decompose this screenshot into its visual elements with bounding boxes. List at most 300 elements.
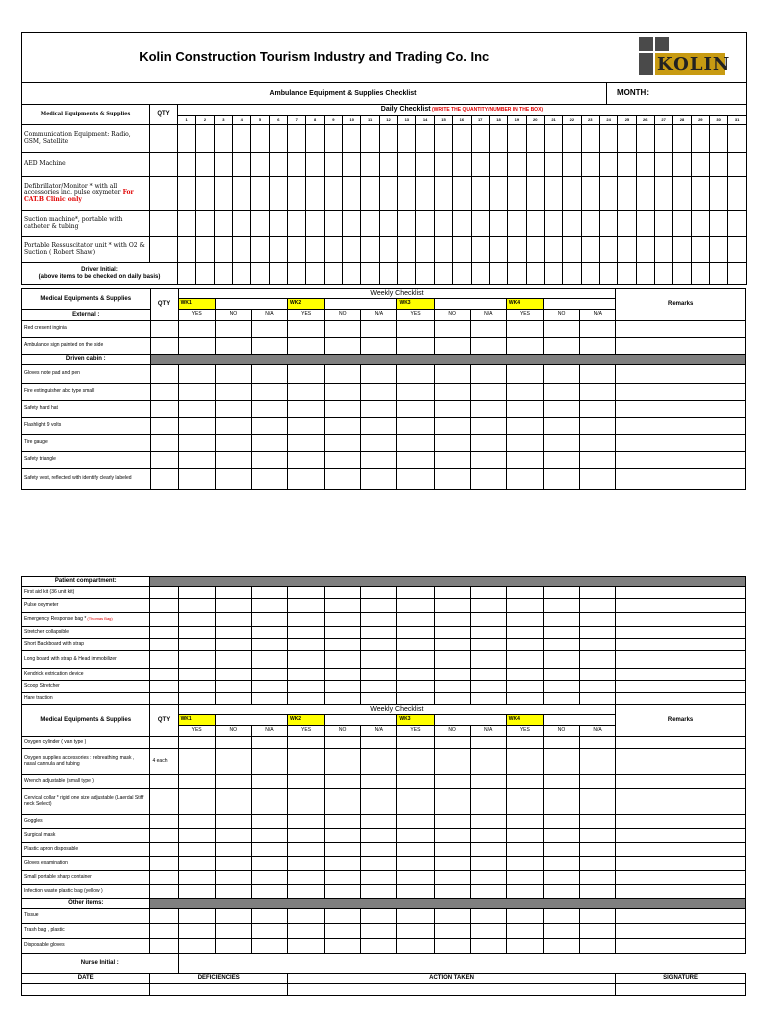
week-check-cell[interactable] bbox=[251, 924, 287, 939]
nurse-initial-cell[interactable] bbox=[397, 954, 434, 974]
week-check-cell[interactable] bbox=[251, 749, 287, 775]
daily-check-cell[interactable] bbox=[563, 211, 581, 237]
week-check-cell[interactable] bbox=[215, 452, 251, 469]
week-check-cell[interactable] bbox=[543, 737, 579, 749]
week-check-cell[interactable] bbox=[397, 669, 434, 681]
daily-check-cell[interactable] bbox=[288, 125, 306, 153]
week-check-cell[interactable] bbox=[434, 857, 470, 871]
item-qty-cell[interactable] bbox=[150, 384, 178, 401]
daily-check-cell[interactable] bbox=[251, 153, 269, 177]
week-check-cell[interactable] bbox=[397, 613, 434, 627]
daily-check-cell[interactable] bbox=[654, 153, 672, 177]
week-check-cell[interactable] bbox=[580, 587, 616, 599]
daily-check-cell[interactable] bbox=[654, 177, 672, 211]
week-check-cell[interactable] bbox=[470, 613, 506, 627]
week-check-cell[interactable] bbox=[288, 401, 325, 418]
week-check-cell[interactable] bbox=[288, 435, 325, 452]
week-check-cell[interactable] bbox=[544, 321, 580, 338]
item-qty-cell[interactable] bbox=[150, 365, 178, 384]
remarks-cell[interactable] bbox=[616, 939, 746, 954]
week-check-cell[interactable] bbox=[506, 789, 543, 815]
daily-check-cell[interactable] bbox=[251, 211, 269, 237]
week-check-cell[interactable] bbox=[434, 418, 470, 435]
driver-initial-cell[interactable] bbox=[508, 263, 526, 285]
week-check-cell[interactable] bbox=[544, 401, 580, 418]
week-check-cell[interactable] bbox=[470, 857, 506, 871]
item-qty-cell[interactable] bbox=[150, 469, 178, 490]
week-check-cell[interactable] bbox=[506, 857, 543, 871]
item-qty-cell[interactable] bbox=[150, 599, 178, 613]
daily-check-cell[interactable] bbox=[379, 211, 397, 237]
week-check-cell[interactable] bbox=[506, 365, 543, 384]
week-check-cell[interactable] bbox=[506, 627, 543, 639]
daily-check-cell[interactable] bbox=[544, 211, 562, 237]
daily-check-cell[interactable] bbox=[581, 177, 599, 211]
item-qty-cell[interactable] bbox=[150, 651, 178, 669]
week-check-cell[interactable] bbox=[580, 749, 616, 775]
daily-check-cell[interactable] bbox=[306, 177, 324, 211]
remarks-cell[interactable] bbox=[616, 857, 746, 871]
driver-initial-cell[interactable] bbox=[288, 263, 306, 285]
week-check-cell[interactable] bbox=[580, 639, 616, 651]
week-check-cell[interactable] bbox=[251, 613, 287, 627]
week-check-cell[interactable] bbox=[470, 338, 506, 355]
week-check-cell[interactable] bbox=[506, 599, 543, 613]
daily-check-cell[interactable] bbox=[398, 237, 416, 263]
daily-check-cell[interactable] bbox=[673, 211, 691, 237]
driver-initial-cell[interactable] bbox=[269, 263, 287, 285]
daily-check-cell[interactable] bbox=[324, 177, 342, 211]
week-check-cell[interactable] bbox=[544, 469, 580, 490]
week-check-cell[interactable] bbox=[361, 939, 397, 954]
week-check-cell[interactable] bbox=[361, 843, 397, 857]
week-check-cell[interactable] bbox=[506, 452, 543, 469]
daily-check-cell[interactable] bbox=[324, 125, 342, 153]
week-check-cell[interactable] bbox=[215, 737, 251, 749]
week-check-cell[interactable] bbox=[543, 749, 579, 775]
daily-check-cell[interactable] bbox=[233, 177, 251, 211]
week-check-cell[interactable] bbox=[397, 924, 434, 939]
week-check-cell[interactable] bbox=[251, 469, 287, 490]
week-check-cell[interactable] bbox=[361, 627, 397, 639]
week-check-cell[interactable] bbox=[506, 587, 543, 599]
remarks-cell[interactable] bbox=[616, 651, 746, 669]
week-check-cell[interactable] bbox=[325, 651, 361, 669]
week-check-cell[interactable] bbox=[215, 613, 251, 627]
week-check-cell[interactable] bbox=[325, 857, 361, 871]
remarks-cell[interactable] bbox=[616, 885, 746, 899]
week-check-cell[interactable] bbox=[287, 885, 324, 899]
week-check-cell[interactable] bbox=[251, 909, 287, 924]
week-check-cell[interactable] bbox=[470, 939, 506, 954]
daily-check-cell[interactable] bbox=[508, 237, 526, 263]
week-check-cell[interactable] bbox=[361, 401, 397, 418]
week-check-cell[interactable] bbox=[397, 321, 434, 338]
daily-check-cell[interactable] bbox=[398, 211, 416, 237]
remarks-cell[interactable] bbox=[616, 789, 746, 815]
remarks-cell[interactable] bbox=[616, 401, 746, 418]
daily-check-cell[interactable] bbox=[398, 125, 416, 153]
daily-check-cell[interactable] bbox=[636, 211, 654, 237]
week-check-cell[interactable] bbox=[288, 321, 325, 338]
daily-check-cell[interactable] bbox=[214, 125, 232, 153]
remarks-cell[interactable] bbox=[616, 599, 746, 613]
daily-check-cell[interactable] bbox=[673, 153, 691, 177]
week-check-cell[interactable] bbox=[397, 365, 434, 384]
item-qty-cell[interactable] bbox=[150, 693, 178, 705]
week-check-cell[interactable] bbox=[580, 693, 616, 705]
daily-check-cell[interactable] bbox=[361, 125, 379, 153]
daily-check-cell[interactable] bbox=[233, 125, 251, 153]
week-check-cell[interactable] bbox=[397, 775, 434, 789]
week-check-cell[interactable] bbox=[506, 829, 543, 843]
daily-check-cell[interactable] bbox=[618, 211, 636, 237]
week-check-cell[interactable] bbox=[325, 452, 361, 469]
driver-initial-cell[interactable] bbox=[673, 263, 691, 285]
nurse-initial-cell[interactable] bbox=[325, 954, 361, 974]
daily-check-cell[interactable] bbox=[379, 125, 397, 153]
week-check-cell[interactable] bbox=[251, 639, 287, 651]
nurse-initial-cell[interactable] bbox=[178, 954, 215, 974]
week-check-cell[interactable] bbox=[434, 939, 470, 954]
week-check-cell[interactable] bbox=[325, 435, 361, 452]
week-check-cell[interactable] bbox=[580, 651, 616, 669]
driver-initial-cell[interactable] bbox=[709, 263, 727, 285]
week-check-cell[interactable] bbox=[178, 401, 215, 418]
week-check-cell[interactable] bbox=[325, 871, 361, 885]
daily-check-cell[interactable] bbox=[691, 237, 709, 263]
week-check-cell[interactable] bbox=[361, 384, 397, 401]
driver-initial-cell[interactable] bbox=[654, 263, 672, 285]
daily-check-cell[interactable] bbox=[508, 211, 526, 237]
daily-check-cell[interactable] bbox=[581, 211, 599, 237]
daily-check-cell[interactable] bbox=[434, 237, 452, 263]
week-check-cell[interactable] bbox=[361, 749, 397, 775]
week-check-cell[interactable] bbox=[580, 452, 616, 469]
daily-check-cell[interactable] bbox=[324, 237, 342, 263]
driver-initial-cell[interactable] bbox=[214, 263, 232, 285]
week-check-cell[interactable] bbox=[544, 338, 580, 355]
week-check-cell[interactable] bbox=[361, 815, 397, 829]
week-check-cell[interactable] bbox=[215, 789, 251, 815]
week-check-cell[interactable] bbox=[543, 909, 579, 924]
week-check-cell[interactable] bbox=[251, 452, 287, 469]
daily-check-cell[interactable] bbox=[343, 177, 361, 211]
daily-check-cell[interactable] bbox=[526, 125, 544, 153]
daily-check-cell[interactable] bbox=[673, 237, 691, 263]
week-check-cell[interactable] bbox=[580, 365, 616, 384]
nurse-initial-cell[interactable] bbox=[215, 954, 251, 974]
daily-check-cell[interactable] bbox=[618, 153, 636, 177]
item-qty-cell[interactable]: 4 each bbox=[150, 749, 178, 775]
daily-check-cell[interactable] bbox=[691, 177, 709, 211]
daily-check-cell[interactable] bbox=[269, 125, 287, 153]
week-check-cell[interactable] bbox=[434, 639, 470, 651]
week-check-cell[interactable] bbox=[397, 829, 434, 843]
daily-check-cell[interactable] bbox=[489, 153, 507, 177]
week-check-cell[interactable] bbox=[251, 627, 287, 639]
week-check-cell[interactable] bbox=[178, 599, 215, 613]
week-check-cell[interactable] bbox=[434, 789, 470, 815]
week-check-cell[interactable] bbox=[215, 627, 251, 639]
week-check-cell[interactable] bbox=[434, 829, 470, 843]
week-check-cell[interactable] bbox=[506, 693, 543, 705]
week-check-cell[interactable] bbox=[287, 613, 324, 627]
week-check-cell[interactable] bbox=[580, 885, 616, 899]
daily-check-cell[interactable] bbox=[489, 177, 507, 211]
week-check-cell[interactable] bbox=[470, 789, 506, 815]
nurse-initial-cell[interactable] bbox=[506, 954, 543, 974]
week-check-cell[interactable] bbox=[215, 939, 251, 954]
week-check-cell[interactable] bbox=[580, 435, 616, 452]
daily-check-cell[interactable] bbox=[508, 153, 526, 177]
week-check-cell[interactable] bbox=[178, 843, 215, 857]
week-check-cell[interactable] bbox=[251, 775, 287, 789]
week-check-cell[interactable] bbox=[287, 789, 324, 815]
week-check-cell[interactable] bbox=[178, 939, 215, 954]
week-check-cell[interactable] bbox=[543, 681, 579, 693]
driver-initial-cell[interactable] bbox=[233, 263, 251, 285]
week-check-cell[interactable] bbox=[434, 681, 470, 693]
week-check-cell[interactable] bbox=[215, 365, 251, 384]
driver-initial-cell[interactable] bbox=[581, 263, 599, 285]
week-check-cell[interactable] bbox=[506, 939, 543, 954]
daily-check-cell[interactable] bbox=[728, 153, 747, 177]
week-check-cell[interactable] bbox=[434, 651, 470, 669]
week-check-cell[interactable] bbox=[287, 843, 324, 857]
item-qty-cell[interactable] bbox=[150, 401, 178, 418]
item-qty-cell[interactable] bbox=[150, 681, 178, 693]
week-check-cell[interactable] bbox=[506, 749, 543, 775]
daily-check-cell[interactable] bbox=[563, 237, 581, 263]
week-check-cell[interactable] bbox=[580, 384, 616, 401]
daily-check-cell[interactable] bbox=[563, 153, 581, 177]
week-check-cell[interactable] bbox=[215, 829, 251, 843]
week-check-cell[interactable] bbox=[506, 321, 543, 338]
daily-qty-cell[interactable] bbox=[150, 153, 178, 177]
week-check-cell[interactable] bbox=[325, 924, 361, 939]
week-check-cell[interactable] bbox=[361, 613, 397, 627]
week-check-cell[interactable] bbox=[580, 924, 616, 939]
daily-check-cell[interactable] bbox=[526, 177, 544, 211]
week-check-cell[interactable] bbox=[215, 401, 251, 418]
week-check-cell[interactable] bbox=[251, 651, 287, 669]
daily-check-cell[interactable] bbox=[709, 153, 727, 177]
driver-initial-cell[interactable] bbox=[196, 263, 214, 285]
daily-check-cell[interactable] bbox=[599, 237, 617, 263]
daily-check-cell[interactable] bbox=[269, 153, 287, 177]
nurse-initial-cell[interactable] bbox=[287, 954, 324, 974]
week-check-cell[interactable] bbox=[506, 909, 543, 924]
daily-check-cell[interactable] bbox=[691, 211, 709, 237]
daily-check-cell[interactable] bbox=[233, 237, 251, 263]
daily-check-cell[interactable] bbox=[251, 125, 269, 153]
daily-check-cell[interactable] bbox=[618, 177, 636, 211]
daily-check-cell[interactable] bbox=[728, 237, 747, 263]
item-qty-cell[interactable] bbox=[150, 321, 178, 338]
week-check-cell[interactable] bbox=[397, 857, 434, 871]
week-check-cell[interactable] bbox=[543, 775, 579, 789]
week-check-cell[interactable] bbox=[470, 829, 506, 843]
daily-check-cell[interactable] bbox=[654, 237, 672, 263]
daily-check-cell[interactable] bbox=[636, 153, 654, 177]
daily-check-cell[interactable] bbox=[471, 237, 489, 263]
item-qty-cell[interactable] bbox=[150, 737, 178, 749]
daily-check-cell[interactable] bbox=[508, 125, 526, 153]
week-check-cell[interactable] bbox=[397, 789, 434, 815]
remarks-cell[interactable] bbox=[616, 418, 746, 435]
week-check-cell[interactable] bbox=[397, 599, 434, 613]
daily-check-cell[interactable] bbox=[178, 211, 196, 237]
week-check-cell[interactable] bbox=[215, 321, 251, 338]
driver-initial-cell[interactable] bbox=[361, 263, 379, 285]
daily-check-cell[interactable] bbox=[178, 125, 196, 153]
week-check-cell[interactable] bbox=[470, 843, 506, 857]
week-check-cell[interactable] bbox=[251, 321, 287, 338]
remarks-cell[interactable] bbox=[616, 435, 746, 452]
driver-initial-cell[interactable] bbox=[324, 263, 342, 285]
remarks-cell[interactable] bbox=[616, 737, 746, 749]
remarks-cell[interactable] bbox=[616, 338, 746, 355]
week-check-cell[interactable] bbox=[325, 401, 361, 418]
week-check-cell[interactable] bbox=[325, 627, 361, 639]
daily-check-cell[interactable] bbox=[581, 153, 599, 177]
daily-check-cell[interactable] bbox=[196, 211, 214, 237]
driver-initial-cell[interactable] bbox=[471, 263, 489, 285]
week-check-cell[interactable] bbox=[361, 365, 397, 384]
week-check-cell[interactable] bbox=[251, 693, 287, 705]
week-check-cell[interactable] bbox=[397, 435, 434, 452]
week-check-cell[interactable] bbox=[361, 651, 397, 669]
nurse-initial-cell[interactable] bbox=[251, 954, 287, 974]
week-check-cell[interactable] bbox=[215, 599, 251, 613]
daily-check-cell[interactable] bbox=[269, 211, 287, 237]
week-check-cell[interactable] bbox=[397, 384, 434, 401]
remarks-cell[interactable] bbox=[616, 681, 746, 693]
driver-initial-cell[interactable] bbox=[251, 263, 269, 285]
daily-check-cell[interactable] bbox=[379, 237, 397, 263]
daily-check-cell[interactable] bbox=[288, 237, 306, 263]
week-check-cell[interactable] bbox=[580, 613, 616, 627]
week-check-cell[interactable] bbox=[580, 843, 616, 857]
week-check-cell[interactable] bbox=[178, 365, 215, 384]
week-check-cell[interactable] bbox=[288, 469, 325, 490]
week-check-cell[interactable] bbox=[178, 469, 215, 490]
daily-check-cell[interactable] bbox=[581, 237, 599, 263]
daily-check-cell[interactable] bbox=[599, 153, 617, 177]
week-check-cell[interactable] bbox=[397, 418, 434, 435]
daily-check-cell[interactable] bbox=[306, 237, 324, 263]
week-check-cell[interactable] bbox=[287, 775, 324, 789]
week-check-cell[interactable] bbox=[543, 627, 579, 639]
week-check-cell[interactable] bbox=[215, 587, 251, 599]
driver-initial-cell[interactable] bbox=[398, 263, 416, 285]
daily-check-cell[interactable] bbox=[728, 211, 747, 237]
daily-check-cell[interactable] bbox=[196, 237, 214, 263]
daily-check-cell[interactable] bbox=[526, 211, 544, 237]
daily-check-cell[interactable] bbox=[508, 177, 526, 211]
week-check-cell[interactable] bbox=[434, 469, 470, 490]
week-check-cell[interactable] bbox=[470, 871, 506, 885]
daily-check-cell[interactable] bbox=[599, 125, 617, 153]
week-check-cell[interactable] bbox=[287, 639, 324, 651]
week-check-cell[interactable] bbox=[287, 599, 324, 613]
daily-check-cell[interactable] bbox=[398, 153, 416, 177]
week-check-cell[interactable] bbox=[434, 871, 470, 885]
week-check-cell[interactable] bbox=[251, 681, 287, 693]
footer-action-cell[interactable] bbox=[287, 984, 615, 996]
week-check-cell[interactable] bbox=[361, 775, 397, 789]
driver-initial-cell[interactable] bbox=[544, 263, 562, 285]
daily-check-cell[interactable] bbox=[526, 237, 544, 263]
week-check-cell[interactable] bbox=[361, 737, 397, 749]
week-check-cell[interactable] bbox=[361, 338, 397, 355]
week-check-cell[interactable] bbox=[178, 587, 215, 599]
daily-check-cell[interactable] bbox=[416, 125, 434, 153]
week-check-cell[interactable] bbox=[543, 939, 579, 954]
daily-check-cell[interactable] bbox=[196, 177, 214, 211]
daily-check-cell[interactable] bbox=[728, 177, 747, 211]
week-check-cell[interactable] bbox=[397, 939, 434, 954]
week-check-cell[interactable] bbox=[325, 587, 361, 599]
daily-check-cell[interactable] bbox=[673, 177, 691, 211]
week-check-cell[interactable] bbox=[543, 829, 579, 843]
week-check-cell[interactable] bbox=[325, 829, 361, 843]
footer-date-cell[interactable] bbox=[22, 984, 150, 996]
daily-check-cell[interactable] bbox=[599, 211, 617, 237]
week-check-cell[interactable] bbox=[434, 749, 470, 775]
daily-qty-cell[interactable] bbox=[150, 125, 178, 153]
week-check-cell[interactable] bbox=[580, 829, 616, 843]
item-qty-cell[interactable] bbox=[150, 789, 178, 815]
daily-check-cell[interactable] bbox=[416, 237, 434, 263]
daily-check-cell[interactable] bbox=[489, 211, 507, 237]
week-check-cell[interactable] bbox=[288, 338, 325, 355]
remarks-cell[interactable] bbox=[616, 775, 746, 789]
daily-check-cell[interactable] bbox=[709, 177, 727, 211]
week-check-cell[interactable] bbox=[215, 435, 251, 452]
week-check-cell[interactable] bbox=[288, 452, 325, 469]
week-check-cell[interactable] bbox=[580, 789, 616, 815]
week-check-cell[interactable] bbox=[506, 418, 543, 435]
week-check-cell[interactable] bbox=[397, 651, 434, 669]
week-check-cell[interactable] bbox=[251, 737, 287, 749]
week-check-cell[interactable] bbox=[251, 599, 287, 613]
driver-initial-cell[interactable] bbox=[636, 263, 654, 285]
daily-check-cell[interactable] bbox=[636, 177, 654, 211]
daily-check-cell[interactable] bbox=[416, 177, 434, 211]
daily-check-cell[interactable] bbox=[453, 211, 471, 237]
week-check-cell[interactable] bbox=[215, 384, 251, 401]
nurse-initial-cell[interactable] bbox=[543, 954, 579, 974]
remarks-cell[interactable] bbox=[616, 871, 746, 885]
week-check-cell[interactable] bbox=[434, 365, 470, 384]
remarks-cell[interactable] bbox=[616, 909, 746, 924]
week-check-cell[interactable] bbox=[251, 829, 287, 843]
week-check-cell[interactable] bbox=[397, 469, 434, 490]
week-check-cell[interactable] bbox=[251, 885, 287, 899]
daily-check-cell[interactable] bbox=[453, 237, 471, 263]
week-check-cell[interactable] bbox=[215, 693, 251, 705]
daily-check-cell[interactable] bbox=[434, 177, 452, 211]
daily-check-cell[interactable] bbox=[471, 153, 489, 177]
daily-check-cell[interactable] bbox=[654, 211, 672, 237]
week-check-cell[interactable] bbox=[543, 857, 579, 871]
daily-check-cell[interactable] bbox=[673, 125, 691, 153]
daily-check-cell[interactable] bbox=[709, 237, 727, 263]
week-check-cell[interactable] bbox=[506, 338, 543, 355]
daily-check-cell[interactable] bbox=[306, 125, 324, 153]
